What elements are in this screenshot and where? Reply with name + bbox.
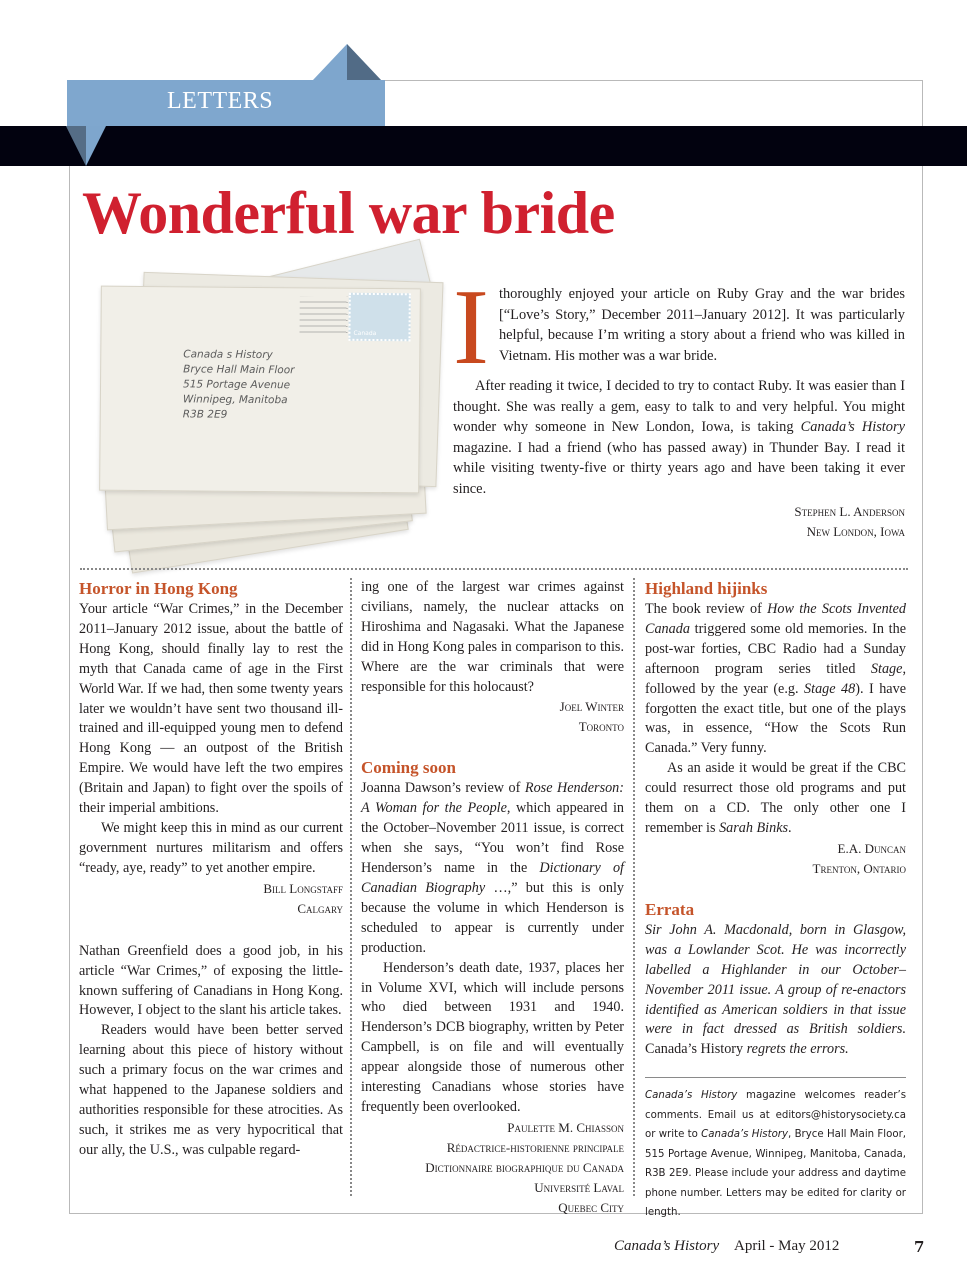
- footer-issue: April - May 2012: [734, 1238, 840, 1254]
- signature-name: Paulette M. Chiasson: [507, 1119, 624, 1135]
- drop-cap: I: [453, 268, 489, 387]
- letter-paragraph: We might keep this in mind as our current government nurtures militarism and offers “ready, aye, ready” to yet another empire.: [79, 819, 343, 876]
- tab-triangle-down-shade: [66, 126, 86, 166]
- signature-name: E.A. Duncan: [837, 840, 906, 856]
- letter-paragraph: ing one of the largest war crimes against civilians, namely, the nuclear attacks on Hiroshima and Nagasaki. What the Japanese did in Hong Kong pales in comparison to this. Where are the war criminals that were responsible for this holocaust?: [361, 579, 624, 695]
- signature-location: Trenton, Ontario: [812, 860, 906, 876]
- signature-location: Calgary: [297, 900, 343, 916]
- signature-name: Stephen L. Anderson: [794, 504, 905, 519]
- signature-location: Toronto: [578, 719, 624, 735]
- column-1: [79, 578, 343, 1161]
- letter-paragraph: Nathan Greenfield does a good job, in his article “War Crimes,” of exposing the little-known suffering of Canadians in Hong Kong. However, I object to the slant his article takes.: [79, 942, 343, 1019]
- envelope-stack-image: [30, 252, 450, 572]
- page-number: 7: [914, 1238, 925, 1256]
- letter-paragraph: Henderson’s death date, 1937, places her in Volume XVI, which will include persons who died between 1931 and 1940. Henderson’s DCB biography, written by Peter Campbell, is on file and will eventually appear alongside those of numerous other interesting Canadians whose stories have frequently been overlooked.: [361, 959, 624, 1115]
- column-2: [361, 578, 624, 1218]
- letter-title: Highland hijinks: [645, 579, 768, 598]
- signature-location: New London, Iowa: [806, 524, 905, 539]
- letter-signature: [453, 502, 905, 542]
- letter-title: Horror in Hong Kong: [79, 579, 238, 598]
- letter-paragraph: As an aside it would be great if the CBC could resurrect those old programs and put them on a CD. The only other one I remember is Sarah Binks.: [645, 760, 906, 836]
- postmark-icon: [299, 296, 347, 334]
- note-divider: [645, 1077, 906, 1078]
- signature-title: Rédactrice-historienne principale: [446, 1139, 624, 1155]
- column-divider: [350, 578, 352, 1196]
- signature-name: Bill Longstaff: [263, 880, 343, 896]
- stamp-icon: Canada: [348, 293, 410, 342]
- letter-paragraph: Your article “War Crimes,” in the December 2011–January 2012 issue, about the battle of Hong Kong, should finally lay to rest the myth that Canada came of age in the First World War. If we had, then some twenty years later we wouldn’t have sent two thousand ill-trained and ill-equipped young men to defend Hong Kong — an outpost of the British Empire. We would have left the two empires (Britain and Japan) to fight over the spoils of their imperial ambitions.: [79, 601, 343, 817]
- column-divider: [633, 578, 635, 1196]
- letter-title: Coming soon: [361, 758, 456, 778]
- errata-text: Sir John A. Macdonald, born in Glasgow, was a Lowlander Scot. He was incorrectly labelled a Highlander in our October–November 2011 issue. A group of re-enactors identified as American soldiers in that issue were in fact dressed as British soldiers. Canada’s History regrets the errors.: [645, 921, 906, 1058]
- column-3: [645, 578, 906, 1223]
- tab-triangle-up-shade: [347, 44, 381, 80]
- signature-organization: Dictionnaire biographique du Canada: [425, 1159, 624, 1175]
- footer-magazine: Canada’s History: [614, 1238, 720, 1254]
- signature-institution: Université Laval: [534, 1179, 624, 1195]
- letter-paragraph: Readers would have been better served learning about this piece of history without such a primary focus on the war crimes and what happened to the Japanese soldiers and authorities responsible for these atrocities. As such, it strikes me as very hypocritical that our ally, the U.S., was culpable regard-: [79, 1022, 343, 1158]
- letter-paragraph: After reading it twice, I decided to try to contact Ruby. It was easier than I thought. She was really a gem, easy to talk to and very helpful. You might wonder why someone in New London, Iowa, is taking Canada’s History magazine. I had a friend (who has passed away) in Thunder Bay. I read it while visiting twenty-five or thirty years ago and have been taking it ever since.: [453, 378, 905, 497]
- envelope-front: [99, 286, 421, 494]
- submission-note: Canada’s History magazine welcomes reader’s comments. Email us at editors@historysociety.ca or write to Canada’s History, Bryce Hall Main Floor, 515 Portage Avenue, Winnipeg, Manitoba, Canada, R3B 2E9. Please include your address and daytime phone number. Letters may be edited for clarity or length.: [645, 1090, 907, 1219]
- envelope-address: Canada s History Bryce Hall Main Floor 515 Portage Avenue Winnipeg, Manitoba R3B 2E9: [182, 348, 295, 421]
- featured-letter: [453, 268, 905, 542]
- letter-paragraph: thoroughly enjoyed your article on Ruby Gray and the war brides [“Love’s Story,” December 2011–January 2012]. It was particularly helpful, because I’m writing a story about a friend who was killed in Vietnam. His mother was a war bride.: [498, 286, 905, 364]
- headline: Wonderful war bride: [82, 180, 615, 246]
- letter-paragraph: Joanna Dawson’s review of Rose Henderson: A Woman for the People, which appeared in the October–November 2011 issue, is correct when she says, “You won’t find Rose Henderson’s name in the Dictionary of Canadian Biography …,” but this is only because the volume in which Henderson is scheduled to appear is currently under production.: [361, 780, 625, 956]
- errata-title: Errata: [645, 899, 695, 919]
- section-divider: [80, 568, 908, 570]
- section-label: LETTERS: [167, 88, 274, 114]
- letter-paragraph: The book review of How the Scots Invented Canada triggered some old memories. In the post-war forties, CBC Radio had a Sunday afternoon program series titled Stage, followed by the year (e.g. Stage 48). I have forgotten the exact title, but one of the plays was, in essence, “How the Scots Run Canada.” Very funny.: [645, 601, 906, 757]
- section-tab: [67, 80, 385, 126]
- signature-name: Joel Winter: [559, 699, 624, 715]
- signature-location: Quebec City: [558, 1199, 624, 1215]
- header-bar: [0, 126, 967, 166]
